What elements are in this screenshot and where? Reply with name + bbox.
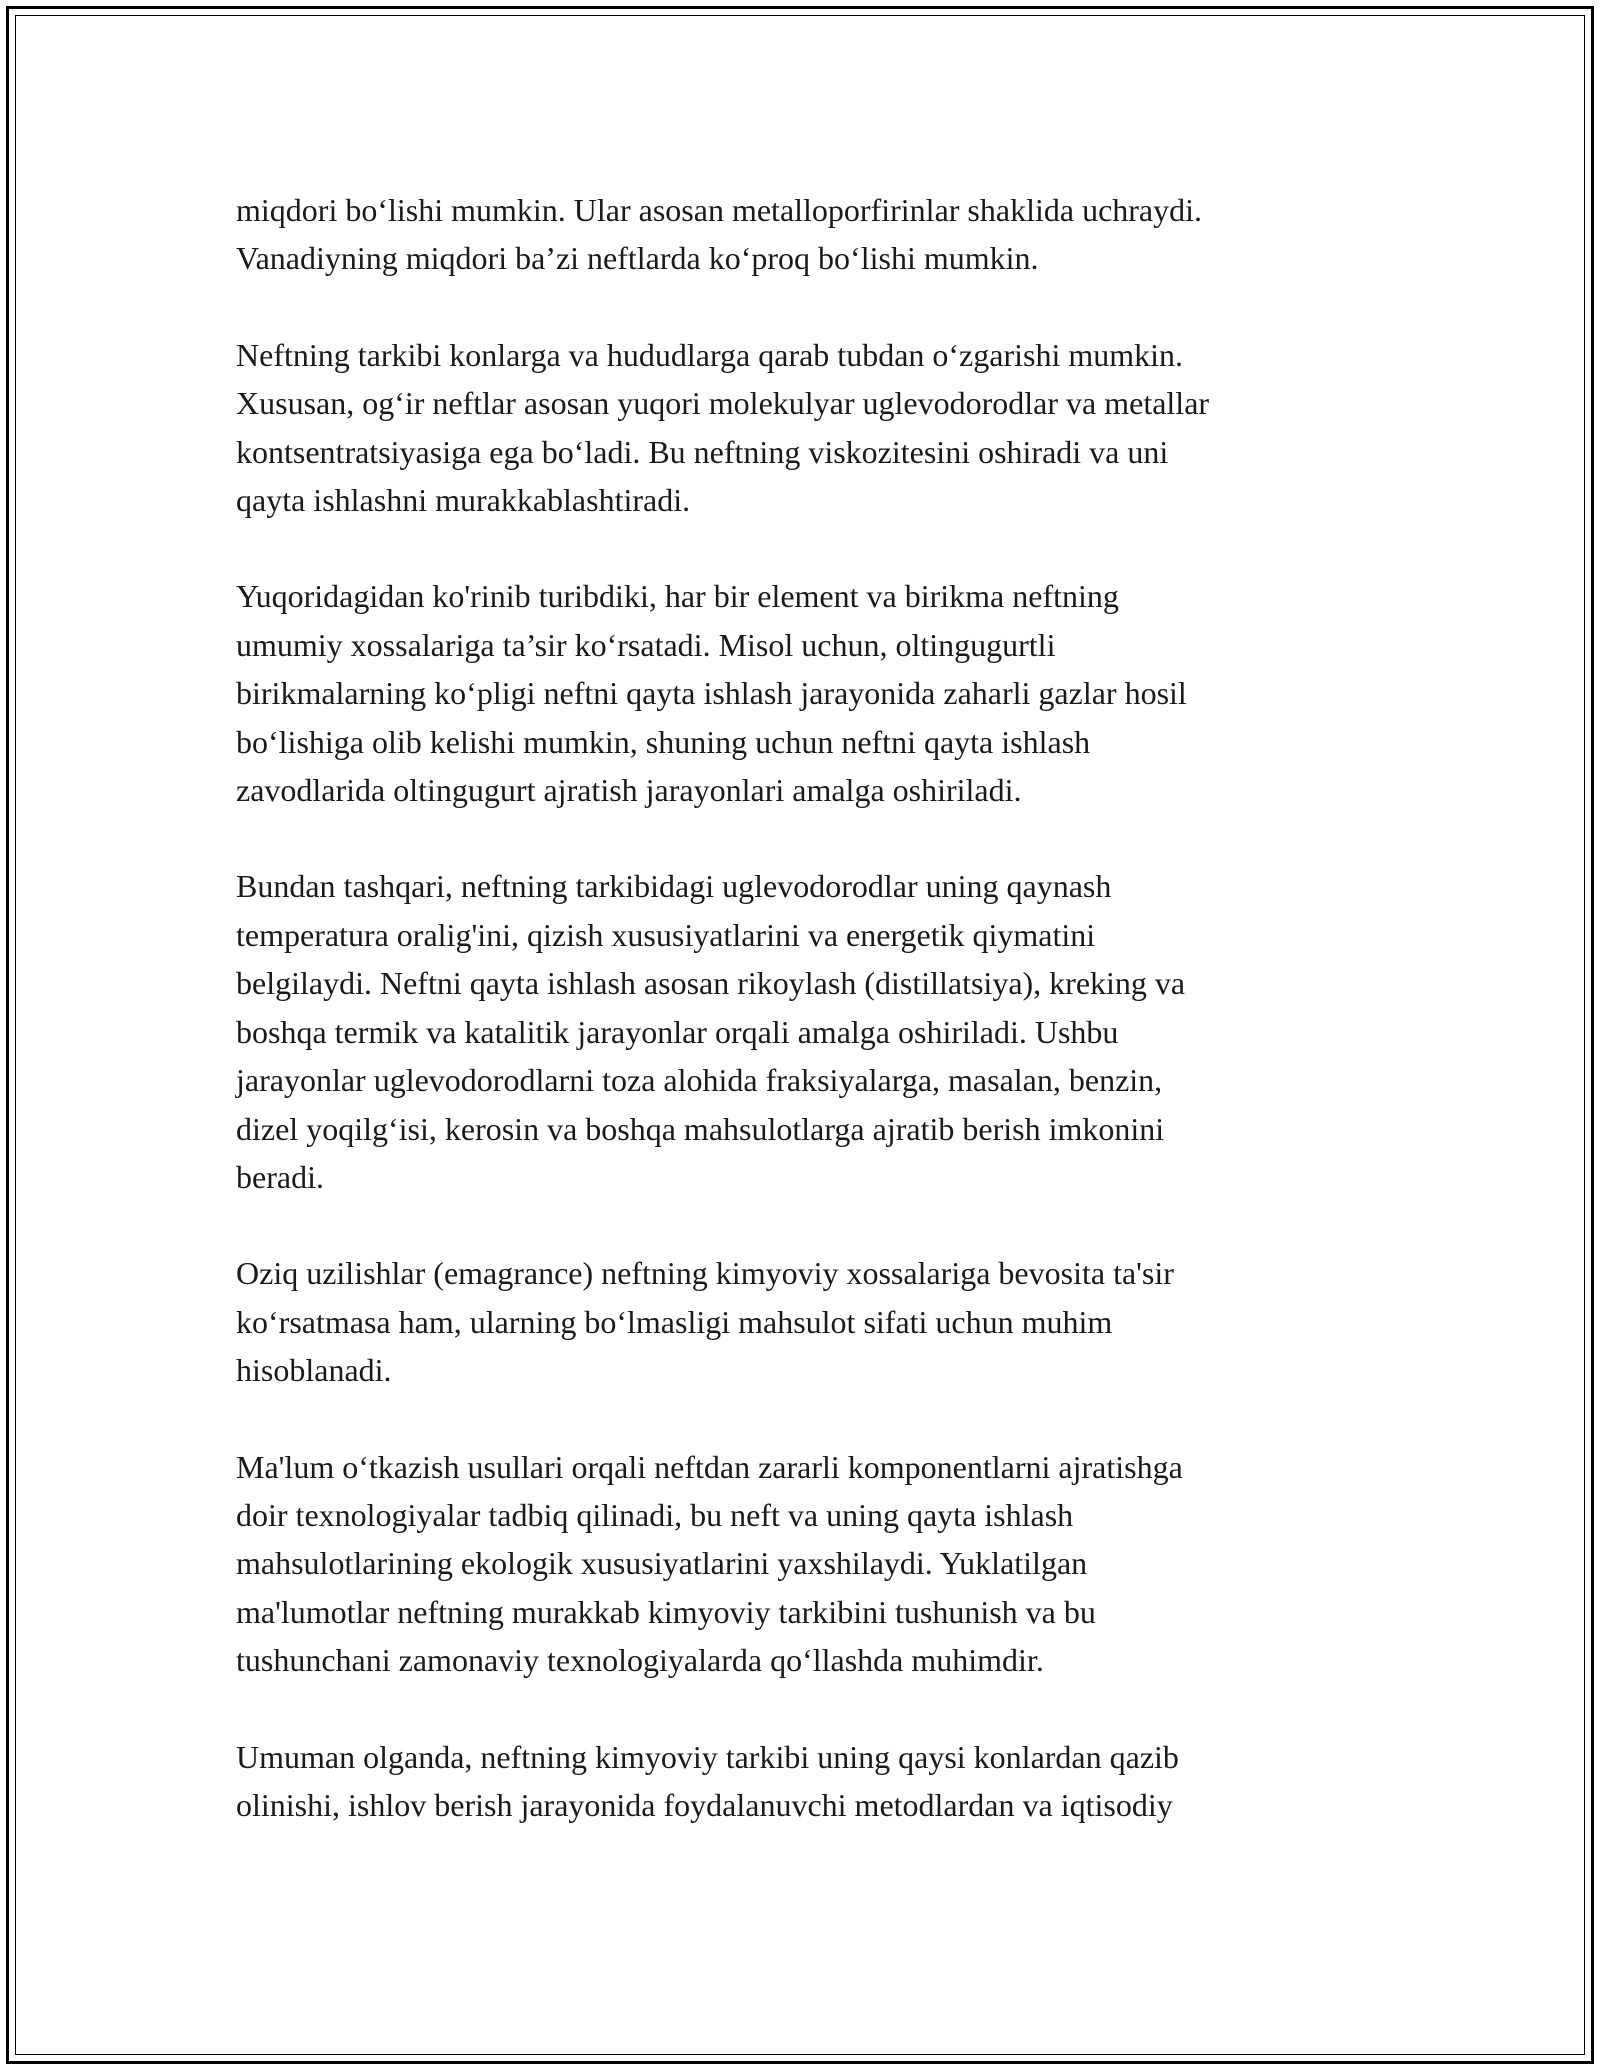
paragraph-element-effects: Yuqoridagidan ko'rinib turibdiki, har bir element va birikma neftning umumiy xossalariga ta’sir ko‘rsatadi. Misol uchun, oltingugurtli birikmalarning ko‘pligi neftni qayta ishlash jarayonida zaharli gazlar hosil bo‘lishiga olib kelishi mumkin, shuning uchun neftni qayta ishlash zavodlarida oltingugurt ajratish jarayonlari amalga oshiriladi. — [236, 578, 1187, 809]
paragraph-emagrance: Oziq uzilishlar (emagrance) neftning kimyoviy xossalariga bevosita ta'sir ko‘rsatmasa ham, ularning bo‘lmasligi mahsulot sifati uchun muhim hisoblanadi. — [236, 1255, 1174, 1389]
paragraph-hydrocarbons-processing: Bundan tashqari, neftning tarkibidagi uglevodorodlar uning qaynash temperatura oralig'ini, qizish xususiyatlarini va energetik qiymatini belgilaydi. Neftni qayta ishlash asosan rikoylash (distillatsiya), kreking va boshqa termik va katalitik jarayonlar orqali amalga oshiriladi. Ushbu jarayonlar uglevodorodlarni toza alohida fraksiyalarga, masalan, benzin, dizel yoqilg‘isi, kerosin va boshqa mahsulotlarga ajratib berish imkonini beradi. — [236, 868, 1186, 1195]
paragraph-vanadium: miqdori bo‘lishi mumkin. Ular asosan metalloporfirinlar shaklida uchraydi. Vanadiyning miqdori ba’zi neftlarda ko‘proq bo‘lishi mumkin. — [236, 192, 1203, 277]
document-body — [236, 186, 1386, 1877]
paragraph-conclusion: Umuman olganda, neftning kimyoviy tarkibi uning qaysi konlardan qazib olinishi, ishlov berish jarayonida foydalanuvchi metodlardan va iqtisodiy — [236, 1738, 1179, 1823]
paragraph-technologies: Ma'lum o‘tkazish usullari orqali neftdan zararli komponentlarni ajratishga doir texnologiyalar tadbiq qilinadi, bu neft va uning qayta ishlash mahsulotlarining ekologik xususiyatlarini yaxshilaydi. Yuklatilgan ma'lumotlar neftning murakkab kimyoviy tarkibini tushunish va bu tushunchani zamonaviy texnologiyalarda qo‘llashda muhimdir. — [236, 1448, 1183, 1679]
paragraph-composition-variation: Neftning tarkibi konlarga va hududlarga qarab tubdan o‘zgarishi mumkin. Xususan, og‘ir neftlar asosan yuqori molekulyar uglevodorodlar va metallar kontsentratsiyasiga ega bo‘ladi. Bu neftning viskozitesini oshiradi va uni qayta ishlashni murakkablashtiradi. — [236, 336, 1210, 519]
